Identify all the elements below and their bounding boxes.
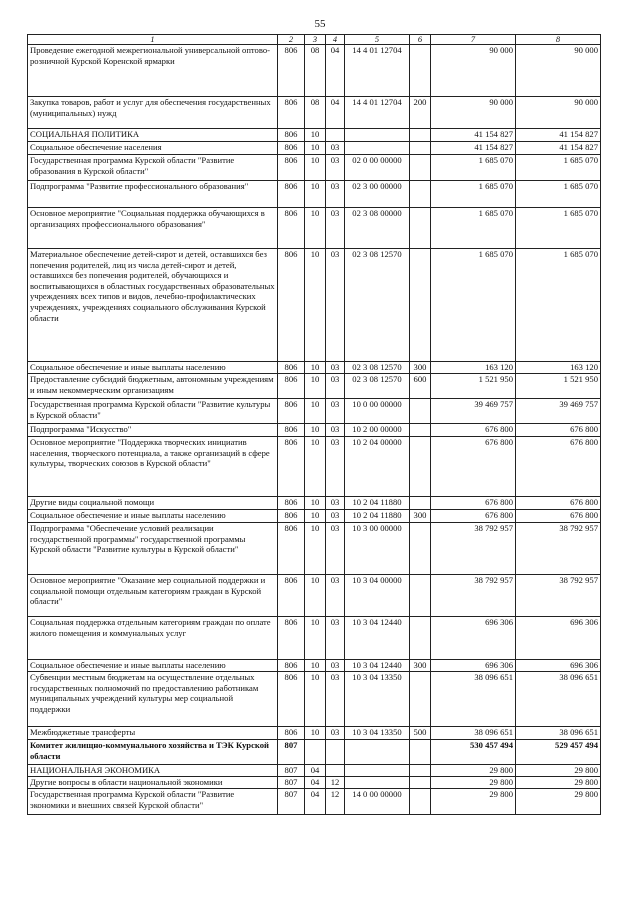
section-code-cell: 04 bbox=[305, 765, 326, 777]
section-code-cell: 10 bbox=[305, 181, 326, 208]
expense-type-cell: 300 bbox=[410, 660, 431, 672]
expense-type-cell bbox=[410, 129, 431, 142]
department-code-cell: 807 bbox=[278, 740, 305, 765]
section-code-cell: 10 bbox=[305, 727, 326, 740]
subsection-code-cell: 03 bbox=[326, 660, 345, 672]
table-row bbox=[28, 789, 601, 815]
subsection-code-cell: 03 bbox=[326, 437, 345, 497]
amount-year2-cell: 163 120 bbox=[516, 362, 601, 374]
subsection-code-cell: 03 bbox=[326, 142, 345, 155]
amount-year1-cell: 676 800 bbox=[431, 510, 516, 523]
department-code-cell: 806 bbox=[278, 497, 305, 510]
item-name-cell: Межбюджетные трансферты bbox=[28, 727, 278, 740]
item-name-cell: Социальная поддержка отдельным категориям граждан по оплате жилого помещения и коммунальных услуг bbox=[28, 617, 278, 660]
subsection-code-cell: 03 bbox=[326, 424, 345, 437]
subsection-code-cell: 03 bbox=[326, 497, 345, 510]
amount-year2-cell: 38 792 957 bbox=[516, 575, 601, 617]
table-row bbox=[28, 575, 601, 617]
header-cell: 6 bbox=[410, 35, 431, 45]
item-name-cell: Социальное обеспечение и иные выплаты населению bbox=[28, 362, 278, 374]
expense-type-cell bbox=[410, 424, 431, 437]
expense-type-cell: 300 bbox=[410, 362, 431, 374]
table-row bbox=[28, 362, 601, 374]
table-row bbox=[28, 510, 601, 523]
subsection-code-cell: 12 bbox=[326, 777, 345, 789]
table-row bbox=[28, 249, 601, 362]
department-code-cell: 806 bbox=[278, 208, 305, 249]
amount-year1-cell: 163 120 bbox=[431, 362, 516, 374]
item-name-cell: Предоставление субсидий бюджетным, автономным учреждениям и иным некоммерческим организациям bbox=[28, 374, 278, 399]
amount-year1-cell: 676 800 bbox=[431, 424, 516, 437]
amount-year1-cell: 696 306 bbox=[431, 660, 516, 672]
amount-year2-cell: 1 685 070 bbox=[516, 249, 601, 362]
department-code-cell: 806 bbox=[278, 727, 305, 740]
subsection-code-cell: 03 bbox=[326, 399, 345, 424]
subsection-code-cell: 03 bbox=[326, 249, 345, 362]
expense-type-cell: 200 bbox=[410, 97, 431, 129]
header-cell: 1 bbox=[28, 35, 278, 45]
target-article-cell: 10 2 04 11880 bbox=[345, 510, 410, 523]
amount-year2-cell: 1 521 950 bbox=[516, 374, 601, 399]
table-row bbox=[28, 777, 601, 789]
section-code-cell: 10 bbox=[305, 155, 326, 181]
section-code-cell: 10 bbox=[305, 142, 326, 155]
target-article-cell: 10 0 00 00000 bbox=[345, 399, 410, 424]
section-code-cell: 10 bbox=[305, 208, 326, 249]
section-code-cell: 10 bbox=[305, 660, 326, 672]
amount-year1-cell: 1 685 070 bbox=[431, 249, 516, 362]
department-code-cell: 806 bbox=[278, 374, 305, 399]
item-name-cell: Подпрограмма "Развитие профессионального образования" bbox=[28, 181, 278, 208]
section-code-cell: 10 bbox=[305, 362, 326, 374]
table-row bbox=[28, 155, 601, 181]
expense-type-cell bbox=[410, 249, 431, 362]
table-row bbox=[28, 374, 601, 399]
amount-year1-cell: 90 000 bbox=[431, 45, 516, 97]
amount-year1-cell: 676 800 bbox=[431, 497, 516, 510]
department-code-cell: 806 bbox=[278, 399, 305, 424]
amount-year1-cell: 1 685 070 bbox=[431, 155, 516, 181]
department-code-cell: 806 bbox=[278, 672, 305, 727]
section-code-cell: 10 bbox=[305, 424, 326, 437]
expense-type-cell bbox=[410, 617, 431, 660]
target-article-cell: 14 4 01 12704 bbox=[345, 97, 410, 129]
amount-year2-cell: 1 685 070 bbox=[516, 208, 601, 249]
target-article-cell: 10 3 04 13350 bbox=[345, 727, 410, 740]
section-code-cell: 08 bbox=[305, 45, 326, 97]
amount-year2-cell: 676 800 bbox=[516, 437, 601, 497]
target-article-cell: 10 2 04 11880 bbox=[345, 497, 410, 510]
header-cell: 2 bbox=[278, 35, 305, 45]
amount-year2-cell: 676 800 bbox=[516, 510, 601, 523]
budget-table bbox=[27, 34, 601, 815]
amount-year1-cell: 29 800 bbox=[431, 789, 516, 815]
target-article-cell bbox=[345, 740, 410, 765]
expense-type-cell bbox=[410, 789, 431, 815]
item-name-cell: Государственная программа Курской области "Развитие образования в Курской области" bbox=[28, 155, 278, 181]
expense-type-cell bbox=[410, 672, 431, 727]
item-name-cell: СОЦИАЛЬНАЯ ПОЛИТИКА bbox=[28, 129, 278, 142]
expense-type-cell: 300 bbox=[410, 510, 431, 523]
department-code-cell: 806 bbox=[278, 45, 305, 97]
expense-type-cell bbox=[410, 777, 431, 789]
amount-year1-cell: 29 800 bbox=[431, 777, 516, 789]
expense-type-cell bbox=[410, 155, 431, 181]
item-name-cell: Государственная программа Курской области "Развитие культуры в Курской области" bbox=[28, 399, 278, 424]
expense-type-cell: 500 bbox=[410, 727, 431, 740]
amount-year1-cell: 530 457 494 bbox=[431, 740, 516, 765]
target-article-cell: 02 3 08 12570 bbox=[345, 362, 410, 374]
section-code-cell: 10 bbox=[305, 374, 326, 399]
target-article-cell bbox=[345, 129, 410, 142]
amount-year1-cell: 1 685 070 bbox=[431, 208, 516, 249]
department-code-cell: 806 bbox=[278, 155, 305, 181]
table-row bbox=[28, 740, 601, 765]
section-code-cell: 04 bbox=[305, 777, 326, 789]
subsection-code-cell: 03 bbox=[326, 523, 345, 575]
subsection-code-cell: 03 bbox=[326, 208, 345, 249]
table-row bbox=[28, 97, 601, 129]
item-name-cell: Основное мероприятие "Оказание мер социальной поддержки и социальной помощи отдельным категориям граждан в Курской области" bbox=[28, 575, 278, 617]
target-article-cell: 14 4 01 12704 bbox=[345, 45, 410, 97]
subsection-code-cell: 03 bbox=[326, 617, 345, 660]
department-code-cell: 806 bbox=[278, 575, 305, 617]
subsection-code-cell bbox=[326, 740, 345, 765]
item-name-cell: Социальное обеспечение и иные выплаты населению bbox=[28, 510, 278, 523]
subsection-code-cell: 03 bbox=[326, 155, 345, 181]
target-article-cell: 02 3 08 12570 bbox=[345, 374, 410, 399]
amount-year2-cell: 29 800 bbox=[516, 777, 601, 789]
amount-year1-cell: 90 000 bbox=[431, 97, 516, 129]
subsection-code-cell: 03 bbox=[326, 374, 345, 399]
section-code-cell: 10 bbox=[305, 497, 326, 510]
amount-year2-cell: 676 800 bbox=[516, 497, 601, 510]
expense-type-cell bbox=[410, 523, 431, 575]
subsection-code-cell: 03 bbox=[326, 672, 345, 727]
subsection-code-cell: 12 bbox=[326, 789, 345, 815]
item-name-cell: Другие виды социальной помощи bbox=[28, 497, 278, 510]
table-row bbox=[28, 399, 601, 424]
expense-type-cell bbox=[410, 497, 431, 510]
table-row bbox=[28, 181, 601, 208]
section-code-cell: 10 bbox=[305, 510, 326, 523]
item-name-cell: НАЦИОНАЛЬНАЯ ЭКОНОМИКА bbox=[28, 765, 278, 777]
amount-year2-cell: 41 154 827 bbox=[516, 129, 601, 142]
department-code-cell: 806 bbox=[278, 510, 305, 523]
amount-year2-cell: 696 306 bbox=[516, 660, 601, 672]
table-row bbox=[28, 129, 601, 142]
target-article-cell: 02 3 08 12570 bbox=[345, 249, 410, 362]
expense-type-cell bbox=[410, 575, 431, 617]
expense-type-cell bbox=[410, 181, 431, 208]
expense-type-cell bbox=[410, 740, 431, 765]
target-article-cell: 10 3 04 00000 bbox=[345, 575, 410, 617]
department-code-cell: 806 bbox=[278, 97, 305, 129]
table-row bbox=[28, 617, 601, 660]
amount-year2-cell: 696 306 bbox=[516, 617, 601, 660]
target-article-cell: 10 3 04 12440 bbox=[345, 617, 410, 660]
amount-year2-cell: 38 096 651 bbox=[516, 727, 601, 740]
amount-year1-cell: 38 792 957 bbox=[431, 575, 516, 617]
target-article-cell: 14 0 00 00000 bbox=[345, 789, 410, 815]
target-article-cell: 02 0 00 00000 bbox=[345, 155, 410, 181]
department-code-cell: 806 bbox=[278, 129, 305, 142]
department-code-cell: 806 bbox=[278, 617, 305, 660]
amount-year1-cell: 676 800 bbox=[431, 437, 516, 497]
page-number: 55 bbox=[314, 18, 326, 30]
header-row bbox=[28, 35, 601, 45]
department-code-cell: 806 bbox=[278, 249, 305, 362]
amount-year1-cell: 1 685 070 bbox=[431, 181, 516, 208]
amount-year2-cell: 1 685 070 bbox=[516, 181, 601, 208]
target-article-cell: 10 3 00 00000 bbox=[345, 523, 410, 575]
department-code-cell: 806 bbox=[278, 181, 305, 208]
amount-year1-cell: 29 800 bbox=[431, 765, 516, 777]
amount-year2-cell: 38 792 957 bbox=[516, 523, 601, 575]
item-name-cell: Подпрограмма "Искусство" bbox=[28, 424, 278, 437]
item-name-cell: Материальное обеспечение детей-сирот и детей, оставшихся без попечения родителей, лиц из числа детей-сирот и детей, оставшихся без попечения родителей, обучающихся и воспитывающихся в областных государственных образовательных учреждениях всех типов и видов, лечебно-профилактических учреждениях, учреждениях социального обслуживания Курской области bbox=[28, 249, 278, 362]
amount-year2-cell: 41 154 827 bbox=[516, 142, 601, 155]
subsection-code-cell bbox=[326, 129, 345, 142]
table-row bbox=[28, 523, 601, 575]
amount-year2-cell: 39 469 757 bbox=[516, 399, 601, 424]
item-name-cell: Социальное обеспечение населения bbox=[28, 142, 278, 155]
department-code-cell: 807 bbox=[278, 765, 305, 777]
department-code-cell: 806 bbox=[278, 437, 305, 497]
department-code-cell: 806 bbox=[278, 424, 305, 437]
target-article-cell bbox=[345, 765, 410, 777]
amount-year2-cell: 1 685 070 bbox=[516, 155, 601, 181]
section-code-cell: 10 bbox=[305, 399, 326, 424]
header-cell: 7 bbox=[431, 35, 516, 45]
subsection-code-cell: 04 bbox=[326, 45, 345, 97]
header-cell: 8 bbox=[516, 35, 601, 45]
amount-year1-cell: 696 306 bbox=[431, 617, 516, 660]
subsection-code-cell: 03 bbox=[326, 362, 345, 374]
amount-year2-cell: 29 800 bbox=[516, 765, 601, 777]
amount-year2-cell: 38 096 651 bbox=[516, 672, 601, 727]
expense-type-cell: 600 bbox=[410, 374, 431, 399]
subsection-code-cell: 04 bbox=[326, 97, 345, 129]
table-row bbox=[28, 660, 601, 672]
subsection-code-cell bbox=[326, 765, 345, 777]
amount-year1-cell: 38 096 651 bbox=[431, 727, 516, 740]
amount-year1-cell: 41 154 827 bbox=[431, 142, 516, 155]
item-name-cell: Комитет жилищно-коммунального хозяйства и ТЭК Курской области bbox=[28, 740, 278, 765]
department-code-cell: 807 bbox=[278, 777, 305, 789]
target-article-cell bbox=[345, 142, 410, 155]
item-name-cell: Социальное обеспечение и иные выплаты населению bbox=[28, 660, 278, 672]
table-row bbox=[28, 424, 601, 437]
target-article-cell: 10 3 04 12440 bbox=[345, 660, 410, 672]
expense-type-cell bbox=[410, 142, 431, 155]
item-name-cell: Закупка товаров, работ и услуг для обеспечения государственных (муниципальных) нужд bbox=[28, 97, 278, 129]
amount-year1-cell: 1 521 950 bbox=[431, 374, 516, 399]
target-article-cell: 02 3 08 00000 bbox=[345, 208, 410, 249]
target-article-cell: 10 3 04 13350 bbox=[345, 672, 410, 727]
expense-type-cell bbox=[410, 399, 431, 424]
amount-year1-cell: 41 154 827 bbox=[431, 129, 516, 142]
section-code-cell: 08 bbox=[305, 97, 326, 129]
amount-year1-cell: 38 792 957 bbox=[431, 523, 516, 575]
section-code-cell: 10 bbox=[305, 523, 326, 575]
header-cell: 3 bbox=[305, 35, 326, 45]
table-row bbox=[28, 142, 601, 155]
amount-year2-cell: 529 457 494 bbox=[516, 740, 601, 765]
section-code-cell: 04 bbox=[305, 789, 326, 815]
section-code-cell: 10 bbox=[305, 437, 326, 497]
table-row bbox=[28, 45, 601, 97]
header-cell: 5 bbox=[345, 35, 410, 45]
department-code-cell: 806 bbox=[278, 142, 305, 155]
item-name-cell: Основное мероприятие "Поддержка творческих инициатив населения, творческого потенциала, а также организаций в сфере культуры, творческих союзов в Курской области" bbox=[28, 437, 278, 497]
item-name-cell: Государственная программа Курской области "Развитие экономики и внешних связей Курской области" bbox=[28, 789, 278, 815]
item-name-cell: Подпрограмма "Обеспечение условий реализации государственной программы" государственной программы Курской области "Развитие культуры в Курской области" bbox=[28, 523, 278, 575]
department-code-cell: 806 bbox=[278, 660, 305, 672]
section-code-cell bbox=[305, 740, 326, 765]
amount-year1-cell: 39 469 757 bbox=[431, 399, 516, 424]
amount-year2-cell: 676 800 bbox=[516, 424, 601, 437]
department-code-cell: 806 bbox=[278, 523, 305, 575]
table-row bbox=[28, 765, 601, 777]
section-code-cell: 10 bbox=[305, 672, 326, 727]
amount-year1-cell: 38 096 651 bbox=[431, 672, 516, 727]
table-row bbox=[28, 672, 601, 727]
expense-type-cell bbox=[410, 208, 431, 249]
table-row bbox=[28, 727, 601, 740]
header-cell: 4 bbox=[326, 35, 345, 45]
item-name-cell: Другие вопросы в области национальной экономики bbox=[28, 777, 278, 789]
section-code-cell: 10 bbox=[305, 249, 326, 362]
item-name-cell: Проведение ежегодной межрегиональной универсальной оптово-розничной Курской Коренской ярмарки bbox=[28, 45, 278, 97]
section-code-cell: 10 bbox=[305, 575, 326, 617]
target-article-cell: 10 2 04 00000 bbox=[345, 437, 410, 497]
target-article-cell: 10 2 00 00000 bbox=[345, 424, 410, 437]
expense-type-cell bbox=[410, 765, 431, 777]
table-row bbox=[28, 497, 601, 510]
table-row bbox=[28, 437, 601, 497]
department-code-cell: 806 bbox=[278, 362, 305, 374]
amount-year2-cell: 90 000 bbox=[516, 45, 601, 97]
amount-year2-cell: 90 000 bbox=[516, 97, 601, 129]
expense-type-cell bbox=[410, 45, 431, 97]
department-code-cell: 807 bbox=[278, 789, 305, 815]
subsection-code-cell: 03 bbox=[326, 727, 345, 740]
amount-year2-cell: 29 800 bbox=[516, 789, 601, 815]
subsection-code-cell: 03 bbox=[326, 575, 345, 617]
item-name-cell: Субвенции местным бюджетам на осуществление отдельных государственных полномочий по предоставлению работникам муниципальных учреждений культуры мер социальной поддержки bbox=[28, 672, 278, 727]
item-name-cell: Основное мероприятие "Социальная поддержка обучающихся в организациях профессионального образования" bbox=[28, 208, 278, 249]
target-article-cell: 02 3 00 00000 bbox=[345, 181, 410, 208]
section-code-cell: 10 bbox=[305, 617, 326, 660]
section-code-cell: 10 bbox=[305, 129, 326, 142]
subsection-code-cell: 03 bbox=[326, 181, 345, 208]
target-article-cell bbox=[345, 777, 410, 789]
subsection-code-cell: 03 bbox=[326, 510, 345, 523]
table-row bbox=[28, 208, 601, 249]
expense-type-cell bbox=[410, 437, 431, 497]
